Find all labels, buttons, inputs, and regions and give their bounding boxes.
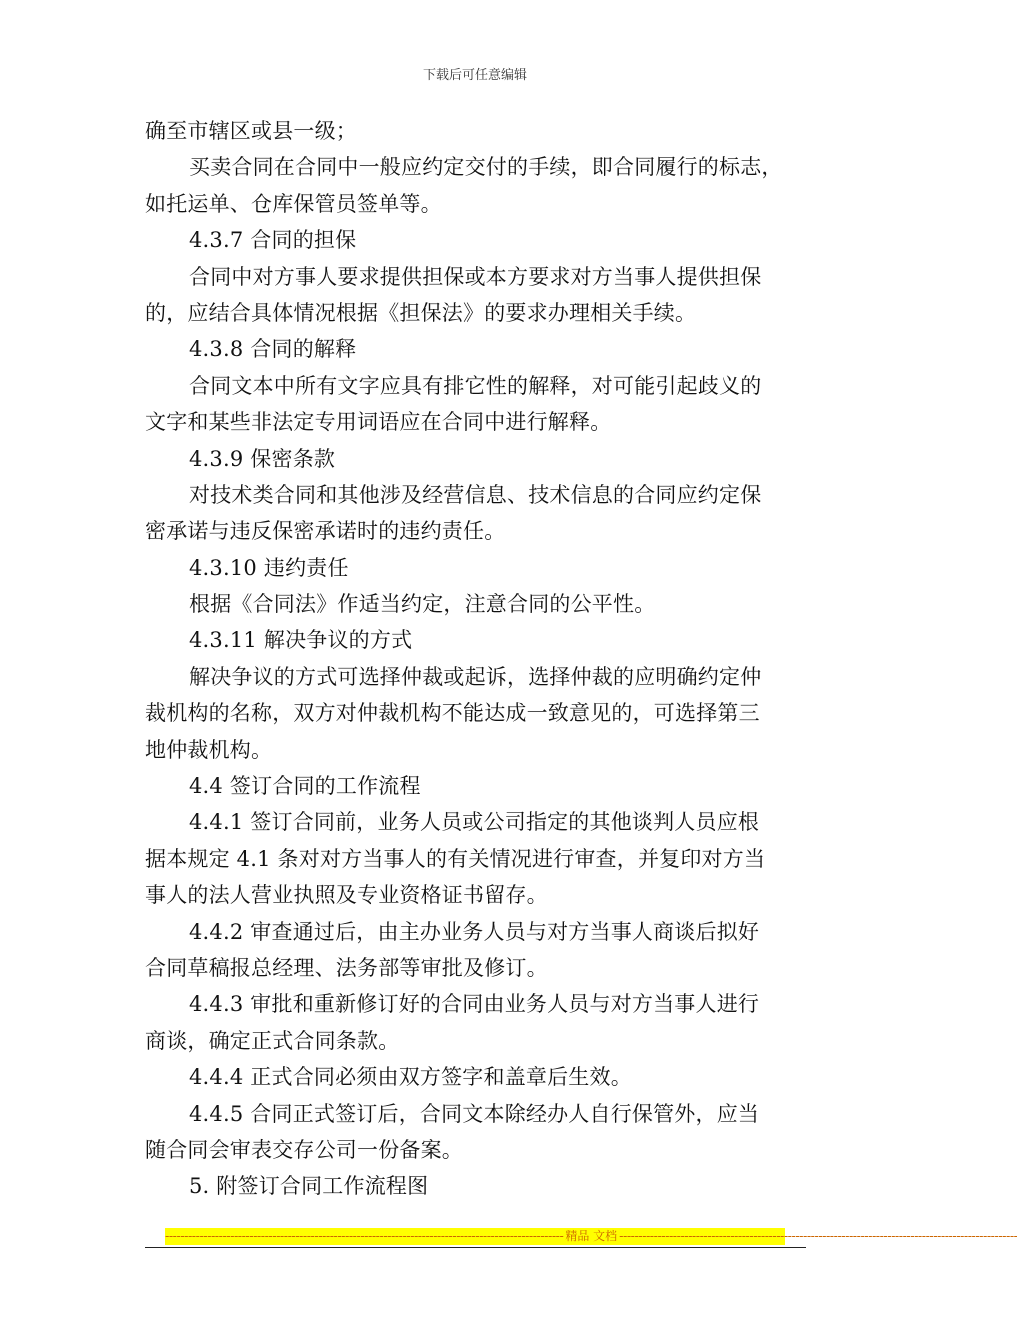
text-line: 据本规定 4.1 条对对方当事人的有关情况进行审查，并复印对方当 (145, 846, 766, 871)
text-line: 密承诺与违反保密承诺时的违约责任。 (145, 519, 506, 544)
text-line: 对技术类合同和其他涉及经营信息、技术信息的合同应约定保 (189, 482, 762, 507)
text-line: 事人的法人营业执照及专业资格证书留存。 (145, 883, 548, 908)
text-line: 合同草稿报总经理、法务部等审批及修订。 (145, 955, 548, 980)
text-line: 商谈，确定正式合同条款。 (145, 1028, 400, 1053)
text-line: 4.4.4 正式合同必须由双方签字和盖章后生效。 (189, 1065, 632, 1090)
text-line: 文字和某些非法定专用词语应在合同中进行解释。 (145, 410, 612, 435)
text-line: 4.4.5 合同正式签订后，合同文本除经办人自行保管外，应当 (189, 1101, 760, 1126)
text-line: 4.3.8 合同的解释 (189, 337, 357, 362)
footer-dashes-left: -------------------------------------------------------------------------------------------------------- (165, 1229, 564, 1243)
text-line: 的，应结合具体情况根据《担保法》的要求办理相关手续。 (145, 300, 697, 325)
text-line: 4.4.1 签订合同前，业务人员或公司指定的其他谈判人员应根 (189, 810, 760, 835)
text-line: 合同中对方事人要求提供担保或本方要求对方当事人提供担保 (189, 264, 762, 289)
text-line: 合同文本中所有文字应具有排它性的解释，对可能引起歧义的 (189, 373, 762, 398)
text-line: 4.4.2 审查通过后，由主办业务人员与对方当事人商谈后拟好 (189, 919, 760, 944)
text-line: 确至市辖区或县一级； (145, 119, 357, 143)
text-line: 解决争议的方式可选择仲裁或起诉，选择仲裁的应明确约定仲 (189, 664, 762, 689)
text-line: 4.3.7 合同的担保 (189, 228, 357, 253)
page-header: 下载后可任意编辑 (422, 68, 527, 83)
text-line: 根据《合同法》作适当约定，注意合同的公平性。 (189, 592, 656, 617)
text-line: 如托运单、仓库保管员签单等。 (145, 191, 442, 216)
text-line: 5. 附签订合同工作流程图 (189, 1174, 429, 1199)
text-line: 裁机构的名称，双方对仲裁机构不能达成一致意见的，可选择第三 (145, 701, 760, 726)
document-body (145, 113, 810, 1205)
text-line: 4.3.9 保密条款 (189, 446, 336, 471)
footer-label: 精品 文档 (565, 1229, 618, 1243)
text-line: 4.4.3 审批和重新修订好的合同由业务人员与对方当事人进行 (189, 992, 760, 1017)
footer-dashes-right: -------------------------------------------------------------------------------------------------------- (619, 1229, 1017, 1243)
text-line: 随合同会审表交存公司一份备案。 (145, 1137, 463, 1162)
text-line: 4.4 签订合同的工作流程 (189, 774, 421, 799)
text-line: 4.3.11 解决争议的方式 (189, 628, 413, 653)
text-line: 地仲裁机构。 (145, 737, 273, 762)
footer-banner (165, 1228, 1017, 1245)
text-line: 4.3.10 违约责任 (189, 555, 349, 580)
footer-divider (145, 1247, 806, 1248)
text-line: 买卖合同在合同中一般应约定交付的手续，即合同履行的标志， (189, 155, 783, 180)
